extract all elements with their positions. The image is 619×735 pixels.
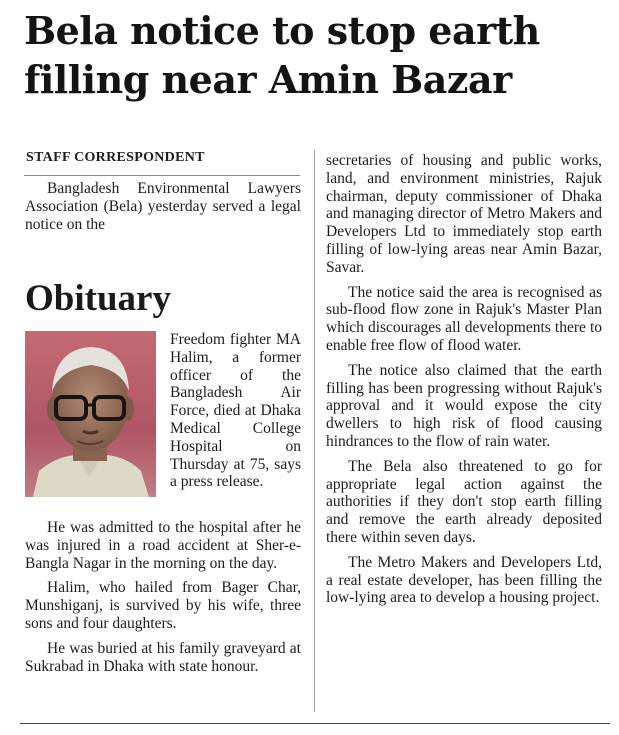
article-paragraph: The Bela also threatened to go for appropriate legal action against the authorities if they don't stop earth filling and remove the earth already deposited there within seven days. <box>326 457 602 546</box>
byline-rule <box>24 175 300 176</box>
article-paragraph: secretaries of housing and public works, land, and environment ministries, Rajuk chairman, deputy commissioner of Dhaka and managing director of Metro Makers and Developers Ltd to immediately stop earth filling of low-lying areas near Amin Bazar, Savar. <box>326 152 602 276</box>
article-headline: Bela notice to stop earth filling near Amin Bazar <box>24 8 540 102</box>
right-column <box>326 152 602 607</box>
obituary-paragraph: Halim, who hailed from Bager Char, Munshiganj, is survived by his wife, three sons and four daughters. <box>25 579 301 632</box>
portrait-image <box>25 331 156 497</box>
obituary-lead-column <box>170 331 301 491</box>
obituary-title: Obituary <box>25 278 171 319</box>
obituary-body <box>25 519 301 675</box>
obituary-photo <box>25 331 156 497</box>
column-divider <box>314 150 315 712</box>
article-paragraph: The notice said the area is recognised as sub-flood flow zone in Rajuk's Master Plan which discourages all developments there to enable free flow of flood water. <box>326 283 602 354</box>
obituary-paragraph: He was admitted to the hospital after he was injured in a road accident at Sher-e-Bangla Nagar in the morning on the day. <box>25 519 301 572</box>
article-paragraph: The notice also claimed that the earth filling has been progressing without Rajuk's approval and it would expose the city dwellers to high risk of flood causing hindrances to the flow of rain water. <box>326 361 602 450</box>
obituary-lead: Freedom fighter MA Halim, a former officer of the Bangladesh Air Force, died at Dhaka Medical College Hospital on Thursday at 75, says a press release. <box>170 331 301 491</box>
byline: STAFF CORRESPONDENT <box>26 150 205 165</box>
article-paragraph: The Metro Makers and Developers Ltd, a real estate developer, has been filling the low-lying area to develop a housing project. <box>326 553 602 607</box>
article-paragraph: Bangladesh Environmental Lawyers Association (Bela) yesterday served a legal notice on the <box>25 180 301 233</box>
bottom-rule <box>20 723 610 724</box>
left-column <box>25 150 301 233</box>
obituary-paragraph: He was buried at his family graveyard at Sukrabad in Dhaka with state honour. <box>25 639 301 675</box>
